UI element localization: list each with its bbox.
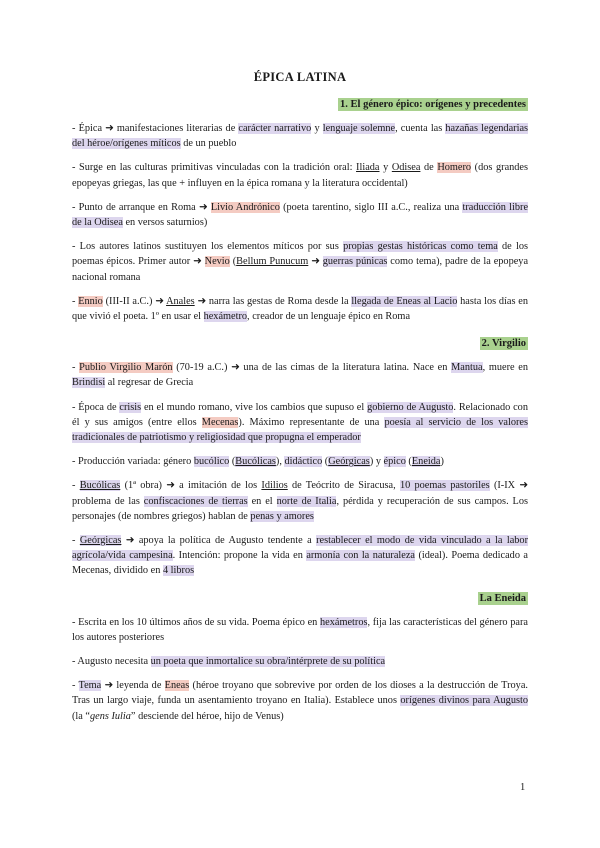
highlighted-text: Publio Virgilio Marón bbox=[79, 362, 173, 374]
text-segment: Odisea bbox=[391, 162, 421, 174]
highlighted-text: llegada de Eneas al Lacio bbox=[351, 295, 458, 307]
text-segment: (héroe troyano que sobrevive por orden de los dioses a la destrucción de Troya. Tras un largo viaje, funda un asentamiento troyano en Italia). Establece unos bbox=[72, 680, 528, 707]
text-segment: - Augusto necesita bbox=[72, 656, 151, 668]
document-body bbox=[72, 94, 528, 724]
text-segment: ( bbox=[229, 256, 237, 268]
text-segment: - Épica ➜ manifestaciones literarias de bbox=[72, 123, 239, 134]
text-segment: como tema), padre de la epopeya nacional romana bbox=[72, 256, 529, 283]
section-heading-row bbox=[72, 333, 528, 351]
text-segment: (I-IX ➜ problema de las bbox=[72, 480, 528, 507]
text-segment: de un pueblo bbox=[180, 138, 237, 150]
highlighted-text: lenguaje solemne bbox=[322, 123, 396, 134]
text-segment: y bbox=[311, 123, 323, 134]
text-segment: - Punto de arranque en Roma ➜ bbox=[72, 201, 211, 213]
section-heading-row bbox=[72, 588, 528, 606]
text-segment: (1ª obra) ➜ a imitación de los bbox=[120, 480, 262, 492]
highlighted-text: Geórgicas bbox=[79, 535, 122, 547]
text-segment: Anales bbox=[166, 295, 195, 307]
text-segment: , pérdida y recuperación de sus campos. Los personajes (de nombres griegos) hablan de bbox=[72, 495, 528, 522]
text-segment: (ideal). Poema dedicado a Mecenas, dividido en bbox=[72, 550, 529, 577]
text-segment: gens Iulia bbox=[90, 710, 131, 722]
bullet-paragraph bbox=[72, 121, 528, 151]
text-segment: - bbox=[72, 362, 80, 374]
bullet-paragraph bbox=[72, 239, 528, 285]
text-segment: , fija las características del género para los autores posteriores bbox=[72, 616, 528, 643]
text-segment: ), bbox=[275, 456, 285, 468]
text-segment: (poeta tarentino, siglo III a.C., realiza una bbox=[279, 201, 463, 213]
bullet-paragraph bbox=[72, 678, 528, 724]
text-segment: ➜ narra las gestas de Roma desde la bbox=[194, 295, 352, 307]
text-segment: - bbox=[72, 535, 80, 547]
highlighted-text: Mecenas bbox=[201, 416, 239, 428]
highlighted-text: hexámetros bbox=[320, 616, 368, 628]
bullet-paragraph bbox=[72, 654, 528, 669]
text-segment: - Escrita en los 10 últimos años de su vida. Poema épico en bbox=[72, 616, 321, 628]
bullet-paragraph bbox=[72, 454, 528, 469]
highlighted-text: Nevio bbox=[204, 256, 230, 268]
text-segment: de los poemas épicos. Primer autor ➜ bbox=[72, 241, 528, 268]
document-page bbox=[72, 70, 528, 733]
text-segment: en versos saturnios) bbox=[122, 217, 208, 229]
text-segment: ( bbox=[405, 456, 412, 468]
highlighted-text: Eneas bbox=[164, 680, 190, 692]
highlighted-text: penas y amores bbox=[250, 510, 314, 522]
text-segment: al regresar de Grecia bbox=[105, 377, 194, 389]
highlighted-text: hexámetro bbox=[203, 311, 248, 323]
text-segment: en el mundo romano, vive los cambios que supuso el bbox=[141, 401, 368, 413]
highlighted-text: traducción libre de la Odisea bbox=[72, 201, 529, 229]
highlighted-text: Eneida bbox=[411, 456, 441, 468]
bullet-paragraph bbox=[72, 160, 528, 190]
highlighted-text: crisis bbox=[119, 401, 142, 413]
text-segment: - Surge en las culturas primitivas vinculadas con la tradición oral: bbox=[72, 162, 357, 174]
highlighted-text: 4 libros bbox=[162, 565, 195, 577]
text-segment: , creador de un lenguaje épico en Roma bbox=[247, 311, 411, 323]
bullet-paragraph bbox=[72, 360, 528, 390]
highlighted-text: Brindisi bbox=[72, 377, 106, 389]
bullet-paragraph bbox=[72, 294, 528, 324]
highlighted-text: armonía con la naturaleza bbox=[306, 550, 415, 562]
text-segment: ➜ bbox=[308, 256, 323, 268]
text-segment: . Intención: propone la vida en bbox=[172, 550, 307, 562]
text-segment: y bbox=[379, 162, 392, 174]
highlighted-text: 10 poemas pastoriles bbox=[399, 480, 490, 492]
document-title: ÉPICA LATINA bbox=[253, 70, 347, 84]
highlighted-text: poesía al servicio de los valores tradicionales de patriotismo y religiosidad que propugna el emperador bbox=[72, 416, 528, 444]
text-segment: en el bbox=[247, 495, 277, 507]
section-heading: 1. El género épico: orígenes y precedentes bbox=[340, 99, 526, 110]
highlighted-text: Livio Andrónico bbox=[210, 201, 280, 213]
highlighted-text: Mantua bbox=[451, 362, 483, 374]
text-segment: ( bbox=[322, 456, 329, 468]
highlighted-text: Tema bbox=[78, 680, 102, 692]
text-segment: - bbox=[72, 480, 80, 492]
text-segment: hasta los días en que vivió el poeta. 1º en usar el bbox=[72, 295, 528, 323]
highlighted-text: norte de Italia bbox=[276, 495, 337, 507]
text-segment: - Época de bbox=[72, 401, 120, 413]
text-segment: de Teócrito de Siracusa, bbox=[287, 480, 400, 492]
highlighted-text: carácter narrativo bbox=[238, 123, 312, 134]
highlighted-text: Geórgicas bbox=[328, 456, 370, 468]
text-segment: ) bbox=[440, 456, 444, 468]
highlighted-text: Ennio bbox=[78, 295, 103, 307]
highlighted-text: Bucólicas bbox=[79, 480, 121, 492]
bullet-paragraph bbox=[72, 533, 528, 579]
highlighted-text: restablecer el modo de vida vinculado a la labor agrícola/vida campesina bbox=[72, 535, 528, 562]
bullet-paragraph bbox=[72, 200, 528, 230]
section-heading: 2. Virgilio bbox=[481, 338, 526, 350]
text-segment: (la “ bbox=[72, 710, 91, 722]
highlighted-text: Bucólicas bbox=[235, 456, 276, 468]
text-segment: - bbox=[72, 680, 79, 692]
text-segment: ). Máximo representante de una bbox=[238, 416, 385, 428]
highlighted-text: hazañas legendarias del héroe/orígenes míticos bbox=[72, 123, 529, 150]
bullet-paragraph bbox=[72, 615, 528, 645]
section-heading: La Eneida bbox=[479, 592, 526, 604]
text-segment: , cuenta las bbox=[395, 123, 446, 134]
bullet-paragraph bbox=[72, 478, 528, 524]
text-segment: - Producción variada: género bbox=[72, 456, 194, 468]
highlighted-text: didáctico bbox=[284, 456, 323, 468]
text-segment: ) y bbox=[369, 456, 384, 468]
highlighted-text: un poeta que inmortalice su obra/intérprete de su política bbox=[150, 656, 386, 668]
text-segment: ” desciende del héroe, hijo de Venus) bbox=[130, 710, 284, 722]
highlighted-text: orígenes divinos para Augusto bbox=[400, 695, 528, 707]
highlighted-text: épico bbox=[383, 456, 406, 468]
text-segment: (III-II a.C.) ➜ bbox=[102, 295, 167, 307]
highlighted-text: guerras púnicas bbox=[322, 256, 388, 268]
text-segment: ( bbox=[229, 456, 236, 468]
page-number: 1 bbox=[520, 782, 526, 793]
text-segment: ➜ leyenda de bbox=[101, 680, 165, 692]
section-heading-row bbox=[72, 94, 528, 112]
text-segment: - Los autores latinos sustituyen los elementos míticos por sus bbox=[72, 241, 344, 253]
text-segment: Iliada bbox=[356, 162, 380, 174]
highlighted-text: Homero bbox=[437, 162, 472, 174]
text-segment: Bellum Punucum bbox=[236, 256, 309, 268]
text-segment: de bbox=[420, 162, 438, 174]
bullet-paragraph bbox=[72, 400, 528, 446]
text-segment: ➜ apoya la política de Augusto tendente a bbox=[121, 535, 317, 547]
text-segment: Idilios bbox=[261, 480, 288, 492]
text-segment: (70-19 a.C.) ➜ una de las cimas de la literatura latina. Nace en bbox=[172, 362, 452, 374]
highlighted-text: gobierno de Augusto bbox=[367, 401, 454, 413]
text-segment: , muere en bbox=[482, 362, 529, 374]
highlighted-text: bucólico bbox=[193, 456, 230, 468]
text-segment: . Relacionado con él y sus amigos (entre ellos bbox=[72, 401, 528, 428]
highlighted-text: confiscaciones de tierras bbox=[143, 495, 248, 507]
text-segment: - bbox=[72, 295, 79, 307]
highlighted-text: propias gestas históricas como tema bbox=[343, 241, 498, 253]
text-segment: (dos grandes epopeyas griegas, las que + influyen en la épica romana y la literatura occidental) bbox=[72, 162, 529, 189]
